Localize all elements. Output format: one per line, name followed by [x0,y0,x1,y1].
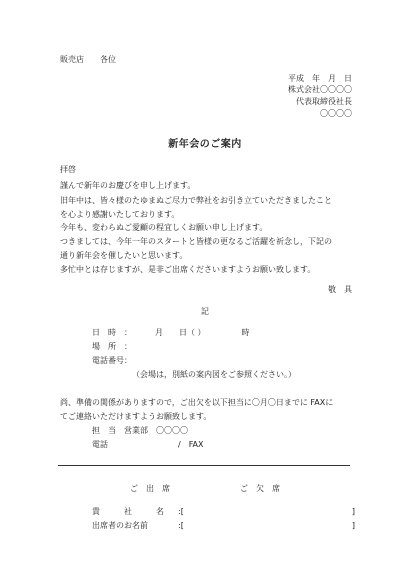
body-line: 多忙中とは存じますが、是非ご出席くださいますようお願い致します。 [60,265,316,274]
company-name: 株式会社〇〇〇〇 [288,85,352,94]
phone-label: 電話番号： [92,356,132,365]
datetime-label: 日 時 ： [92,328,132,337]
place-label: 場 所 ： [92,342,132,351]
notice-heading: 記 [201,307,209,316]
body-line: 謹んで新年のお慶びを申し上げます。 [60,181,196,190]
contact-person: 担 当 営業部 〇〇〇〇 [92,426,188,435]
body-line: 旧年中は、皆々様のたゆまぬご尽力で弊社をお引き立ていただきましたこと [60,196,332,205]
absent-option: ご 欠 席 [240,484,280,493]
closing-salutation: 敬 具 [328,285,352,294]
datetime-value: 月 日（ ） 時 [155,328,250,337]
tel-label: 電話 [92,440,108,449]
recipient: 販売店 各位 [60,55,116,64]
request-line: 尚、準備の関係がありますので，ご出欠を以下担当に〇月〇日までに FAXに [60,398,334,407]
attendee-field: :[ ] [178,521,355,530]
company-field: :[ ] [178,507,355,516]
fax-label: / FAX [178,440,204,449]
body-line: 通り新年会を催したいと思います。 [60,251,188,260]
attendee-field-label: 出席者のお名前 [92,521,148,530]
issue-date: 平成 年 月 日 [288,74,352,83]
body-line: つきましては、今年一年のスタートと皆様の更なるご活躍を祈念し，下記の [60,237,332,246]
sender-name: 〇〇〇〇 [320,109,352,118]
document-title: 新年会のご案内 [168,139,242,150]
request-line: てご連絡いただけますようお願致します。 [60,412,212,421]
venue-note: （会場は，別紙の案内図をご参照ください。） [132,370,296,379]
body-line: を心より感謝いたしております。 [60,210,180,219]
company-field-label: 貴 社 名 [92,507,164,516]
sender-position: 代表取締役社長 [296,97,352,106]
body-line: 今年も、変わらぬご愛顧の程宜しくお願い申し上げます。 [60,223,268,232]
opening-salutation: 拝啓 [60,165,76,174]
cut-line-divider [58,465,350,466]
attend-option: ご 出 席 [130,484,170,493]
